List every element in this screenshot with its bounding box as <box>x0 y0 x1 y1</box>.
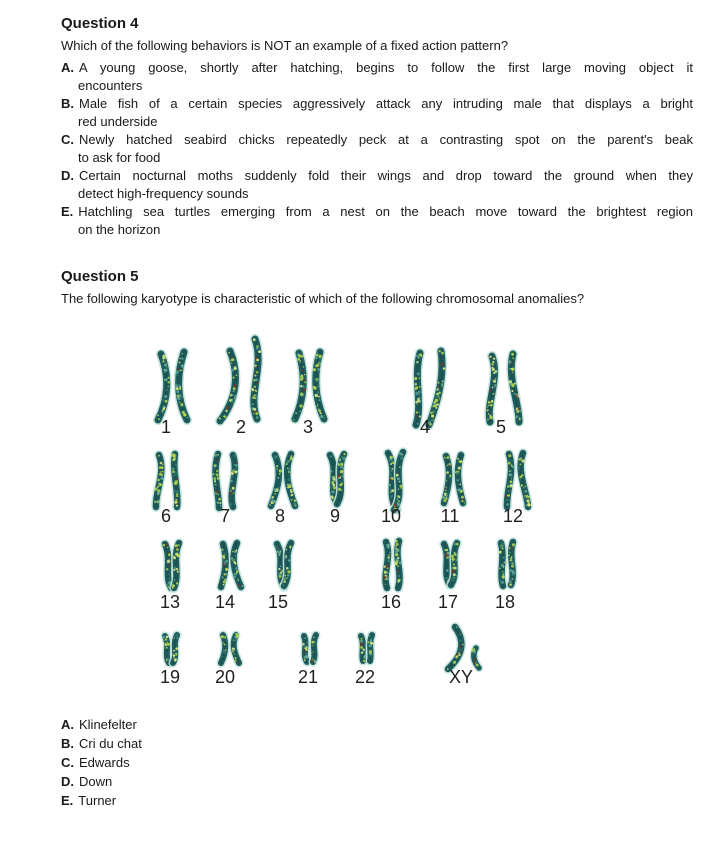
option-letter: D. <box>61 168 74 183</box>
question5-option-b <box>61 734 693 753</box>
option-text: Hatchling sea turtles emerging from a nest on the beach move toward the brightest region <box>78 204 693 219</box>
karyotype-image <box>128 332 548 694</box>
karyotype-label-11: 11 <box>440 506 460 526</box>
question4-section <box>61 14 693 239</box>
question4-options <box>61 59 693 239</box>
question4-option-d <box>61 167 693 203</box>
karyotype-label-10: 10 <box>380 506 402 526</box>
karyotype-label-2: 2 <box>235 417 247 437</box>
karyotype-label-15: 15 <box>267 592 289 612</box>
option-text: Down <box>79 774 113 789</box>
karyotype-label-4: 4 <box>419 417 431 437</box>
question4-option-c <box>61 131 693 167</box>
karyotype-label-21: 21 <box>297 667 319 687</box>
karyotype-label-1: 1 <box>160 417 172 437</box>
option-text: A young goose, shortly after hatching, begins to follow the first large moving object it <box>79 60 693 75</box>
karyotype-label-8: 8 <box>274 506 286 526</box>
option-text: Newly hatched seabird chicks repeatedly peck at a contrasting spot on the parent's beak <box>79 132 693 147</box>
karyotype-label-22: 22 <box>354 667 376 687</box>
question4-option-e <box>61 203 693 239</box>
karyotype-label-3: 3 <box>302 417 314 437</box>
option-text: Certain nocturnal moths suddenly fold their wings and drop toward the ground when they <box>79 168 693 183</box>
option-text: Male fish of a certain species aggressively attack any intruding male that displays a bright <box>79 96 693 111</box>
option-letter: A. <box>61 60 74 75</box>
option-text: Klinefelter <box>79 717 137 732</box>
karyotype-label-20: 20 <box>214 667 236 687</box>
karyotype-label-17: 17 <box>437 592 459 612</box>
question5-option-a <box>61 715 693 734</box>
option-text-continued: to ask for food <box>78 150 161 165</box>
karyotype-label-19: 19 <box>159 667 181 687</box>
karyotype-figure <box>128 332 693 699</box>
karyotype-chromosomes <box>154 338 531 670</box>
question5-option-e <box>61 791 693 810</box>
option-text: Turner <box>78 793 117 808</box>
karyotype-label-6: 6 <box>160 506 172 526</box>
karyotype-label-18: 18 <box>494 592 516 612</box>
karyotype-label-14: 14 <box>214 592 236 612</box>
karyotype-label-9: 9 <box>329 506 341 526</box>
question5-options <box>61 715 693 810</box>
option-letter: C. <box>61 755 74 770</box>
question5-prompt: The following karyotype is characteristic of which of the following chromosomal anomalies? <box>61 291 585 306</box>
question4-prompt: Which of the following behaviors is NOT an example of a fixed action pattern? <box>61 38 509 53</box>
option-letter: A. <box>61 717 74 732</box>
option-text-continued: on the horizon <box>78 222 161 237</box>
karyotype-label-xy: XY <box>448 667 474 687</box>
option-text: Cri du chat <box>79 736 142 751</box>
option-letter: D. <box>61 774 74 789</box>
karyotype-label-5: 5 <box>495 417 507 437</box>
karyotype-label-13: 13 <box>159 592 181 612</box>
question4-option-b <box>61 95 693 131</box>
karyotype-label-7: 7 <box>219 506 231 526</box>
option-letter: E. <box>61 793 74 808</box>
question4-option-a <box>61 59 693 95</box>
question5-section <box>61 267 693 810</box>
question4-title: Question 4 <box>61 15 139 32</box>
option-letter: E. <box>61 204 74 219</box>
option-letter: B. <box>61 96 74 111</box>
karyotype-label-12: 12 <box>502 506 524 526</box>
option-text-continued: encounters <box>78 78 143 93</box>
question5-option-d <box>61 772 693 791</box>
question5-option-c <box>61 753 693 772</box>
option-letter: B. <box>61 736 74 751</box>
option-text: Edwards <box>79 755 130 770</box>
karyotype-label-16: 16 <box>380 592 402 612</box>
option-text-continued: detect high-frequency sounds <box>78 186 249 201</box>
option-letter: C. <box>61 132 74 147</box>
question5-title: Question 5 <box>61 268 139 285</box>
option-text-continued: red underside <box>78 114 158 129</box>
